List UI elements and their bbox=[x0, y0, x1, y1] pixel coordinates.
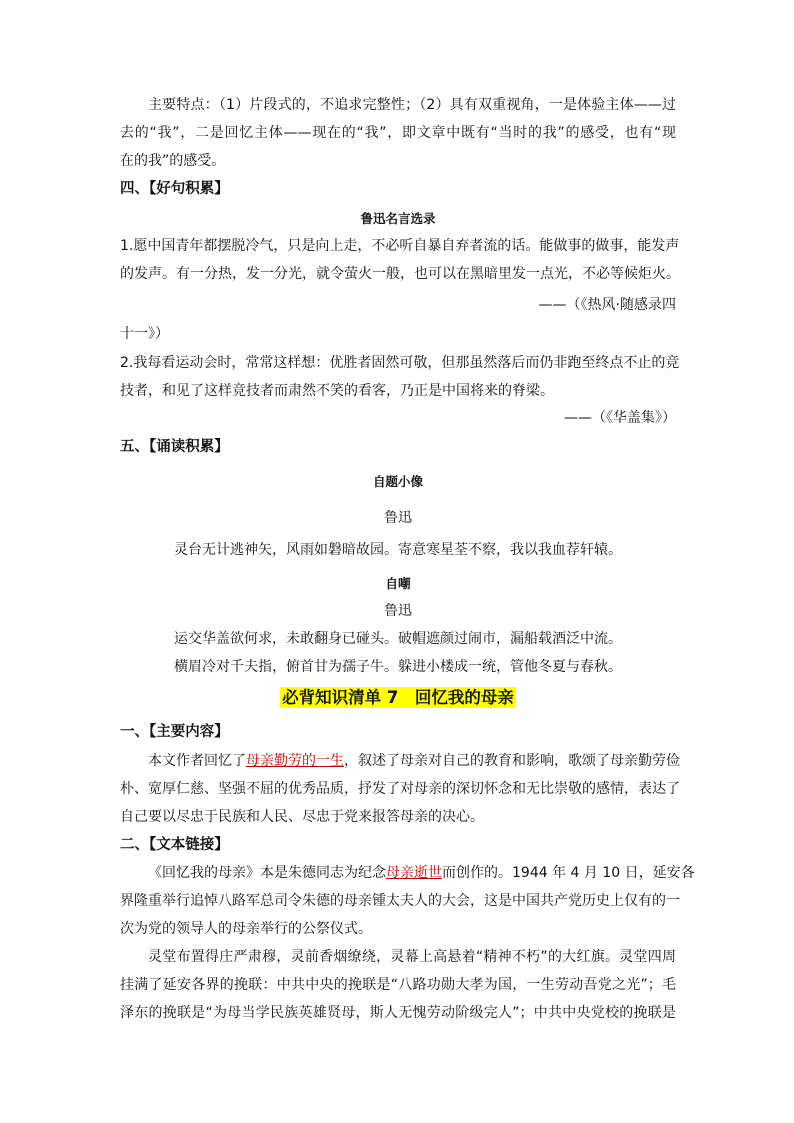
features-line-2: 去的“我”，二是回忆主体——现在的“我”，即文章中既有“当时的我”的感受，也有“现 bbox=[120, 125, 676, 141]
link-line-3: 次为党的领导人的母亲举行的公祭仪式。 bbox=[120, 921, 372, 937]
list-7-title: 必背知识清单 7 回忆我的母亲 bbox=[282, 688, 514, 707]
poem-1-author: 鲁迅 bbox=[384, 510, 412, 526]
main-content-line-2: 朴、宽厚仁慈、坚强不屈的优秀品质，抒发了对母亲的深切怀念和无比崇敬的感情，表达了 bbox=[120, 781, 680, 797]
main-content-text-b: ，叙述了母亲对自己的教育和影响，歌颂了母亲勤劳俭 bbox=[344, 753, 680, 769]
section-heading-good-sentences: 四、【好句积累】 bbox=[120, 181, 229, 197]
section-heading-main-content: 一、【主要内容】 bbox=[120, 724, 229, 740]
poem-2-author: 鲁迅 bbox=[384, 603, 412, 619]
link-text-a: 《回忆我的母亲》本是朱德同志为纪念 bbox=[148, 865, 386, 881]
quote-2-line-2: 技者，和见了这样竞技者而肃然不笑的看客，乃正是中国将来的脊梁。 bbox=[120, 383, 554, 399]
quote-1-source-cont: 十一》） bbox=[120, 326, 169, 342]
poem-2-title: 自嘲 bbox=[385, 576, 411, 591]
poem-2-line-2: 横眉冷对千夫指，俯首甘为孺子牛。躲进小楼成一统，管他冬夏与春秋。 bbox=[174, 659, 622, 675]
section-heading-recitation: 五、【诵读积累】 bbox=[120, 439, 229, 455]
hall-line-1: 灵堂布置得庄严肃穆，灵前香烟缭绕，灵幕上高悬着“精神不朽”的大红旗。灵堂四周 bbox=[148, 949, 676, 965]
quote-1-source: ——（《热风·随感录四 bbox=[538, 297, 676, 313]
poem-1-line: 灵台无计逃神矢，风雨如磐暗故园。寄意寒星荃不察，我以我血荐轩辕。 bbox=[174, 542, 622, 558]
main-content-line-3: 自己要以尽忠于民族和人民、尽忠于党来报答母亲的决心。 bbox=[120, 809, 484, 825]
hall-line-2: 挂满了延安各界的挽联：中共中央的挽联是“八路功勋大孝为国，一生劳动吾党之光”；毛 bbox=[120, 977, 676, 993]
section-heading-text-link: 二、【文本链接】 bbox=[120, 837, 229, 853]
main-content-text-a: 本文作者回忆了 bbox=[148, 753, 246, 769]
link-line-2: 界隆重举行追悼八路军总司令朱德的母亲锺太夫人的大会，这是中国共产党历史上仅有的一 bbox=[120, 893, 680, 909]
highlight-mother-death: 母亲逝世 bbox=[386, 865, 442, 881]
quotes-title: 鲁迅名言选录 bbox=[360, 211, 436, 226]
hall-line-3: 泽东的挽联是“为母当学民族英雄贤母，斯人无愧劳动阶级完人”；中共中央党校的挽联是 bbox=[120, 1005, 676, 1021]
quote-1-line-1: 1.愿中国青年都摆脱冷气，只是向上走，不必听自暴自弃者流的话。能做事的做事，能发声 bbox=[120, 238, 680, 254]
quote-1-line-2: 的发声。有一分热，发一分光，就令萤火一般，也可以在黑暗里发一点光，不必等候炬火。 bbox=[120, 266, 680, 282]
highlight-mothers-life: 母亲勤劳的一生 bbox=[246, 753, 344, 769]
poem-2-line-1: 运交华盖欲何求，未敢翻身已碰头。破帽遮颜过闹市，漏船载酒泛中流。 bbox=[174, 631, 622, 647]
features-line-1: 主要特点：（1）片段式的，不追求完整性；（2）具有双重视角，一是体验主体——过 bbox=[148, 97, 676, 113]
link-text-b: 而创作的。1944 年 4 月 10 日，延安各 bbox=[442, 865, 695, 881]
link-line-1 bbox=[120, 861, 695, 885]
poem-1-title: 自题小像 bbox=[372, 474, 423, 489]
features-line-3: 在的我”的感受。 bbox=[120, 153, 226, 169]
quote-2-source: ——（《华盖集》） bbox=[564, 410, 676, 426]
list-7-title-wrap bbox=[120, 684, 676, 713]
main-content-line-1 bbox=[120, 749, 680, 773]
quote-2-line-1: 2.我每看运动会时，常常这样想：优胜者固然可敬，但那虽然落后而仍非跑至终点不止的竞 bbox=[120, 355, 680, 371]
